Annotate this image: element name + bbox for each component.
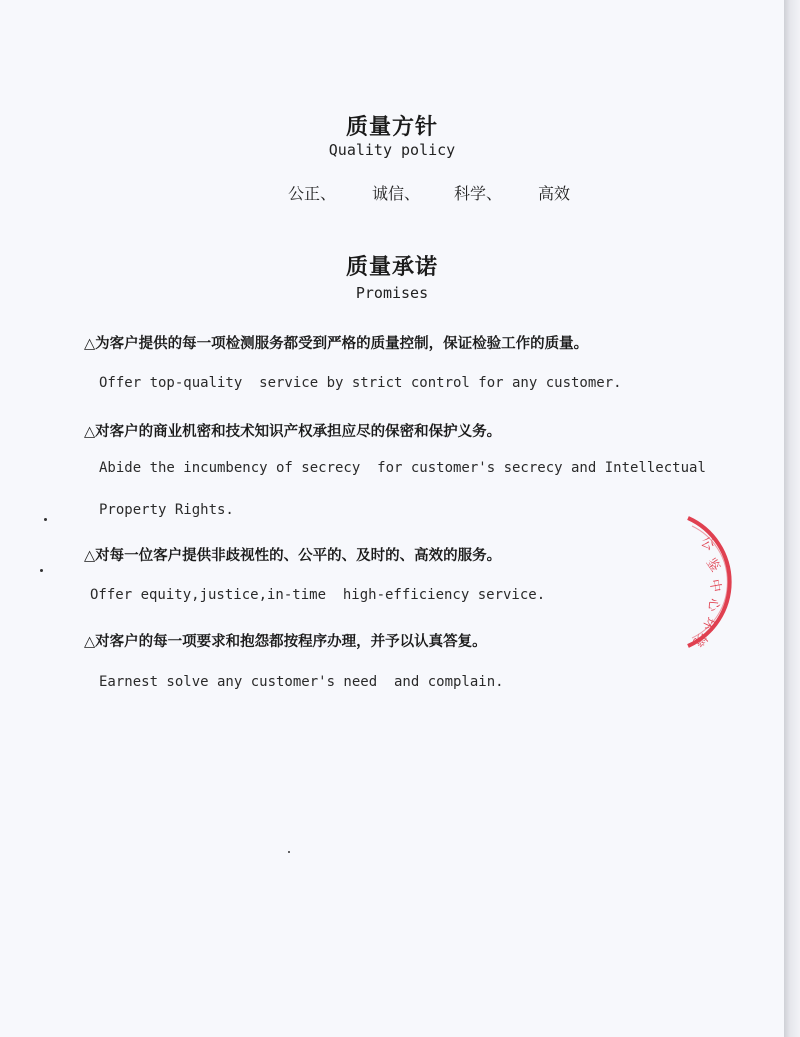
scan-speck: [44, 518, 47, 521]
seal-char-2: 鉴: [702, 555, 723, 575]
promise-4-cn: △对客户的每一项要求和抱怨都按程序办理，并予以认真答复。: [84, 634, 487, 650]
promise-1-cn: △为客户提供的每一项检测服务都受到严格的质量控制，保证检验工作的质量。: [84, 336, 589, 352]
scan-speck: [288, 851, 290, 853]
seal-char-4: 心: [704, 597, 721, 612]
promise-2-en-line2: Property Rights.: [99, 502, 234, 518]
policy-title-cn: 质量方针: [345, 115, 438, 140]
motto-integrity: 诚信、: [372, 184, 421, 203]
promises-title-en: Promises: [355, 284, 429, 302]
promise-3-cn: △对每一位客户提供非歧视性的、公平的、及时的、高效的服务。: [84, 548, 502, 564]
seal-char-3: 中: [706, 578, 724, 594]
motto-fairness: 公正、: [288, 184, 337, 203]
promise-1-en: Offer top-quality service by strict control for any customer.: [99, 375, 622, 391]
promise-3-en: Offer equity,justice,in-time high-efficiency service.: [90, 587, 546, 603]
seal-char-6: 境: [689, 629, 710, 649]
red-seal-stamp: [650, 512, 740, 652]
seal-char-5: 环: [698, 614, 718, 633]
policy-title-en: Quality policy: [328, 141, 456, 159]
seal-char-1: 公: [698, 534, 717, 554]
promise-2-en-line1: Abide the incumbency of secrecy for customer's secrecy and Intellectual: [99, 460, 706, 476]
promise-2-cn: △对客户的商业机密和技术知识产权承担应尽的保密和保护义务。: [84, 424, 502, 440]
motto-science: 科学、: [454, 184, 503, 203]
scan-speck: [40, 569, 43, 572]
promise-4-en: Earnest solve any customer's need and complain.: [99, 674, 504, 690]
page-edge-shadow: [784, 0, 800, 1037]
motto-efficiency: 高效: [538, 184, 571, 203]
promises-title-cn: 质量承诺: [345, 255, 438, 280]
